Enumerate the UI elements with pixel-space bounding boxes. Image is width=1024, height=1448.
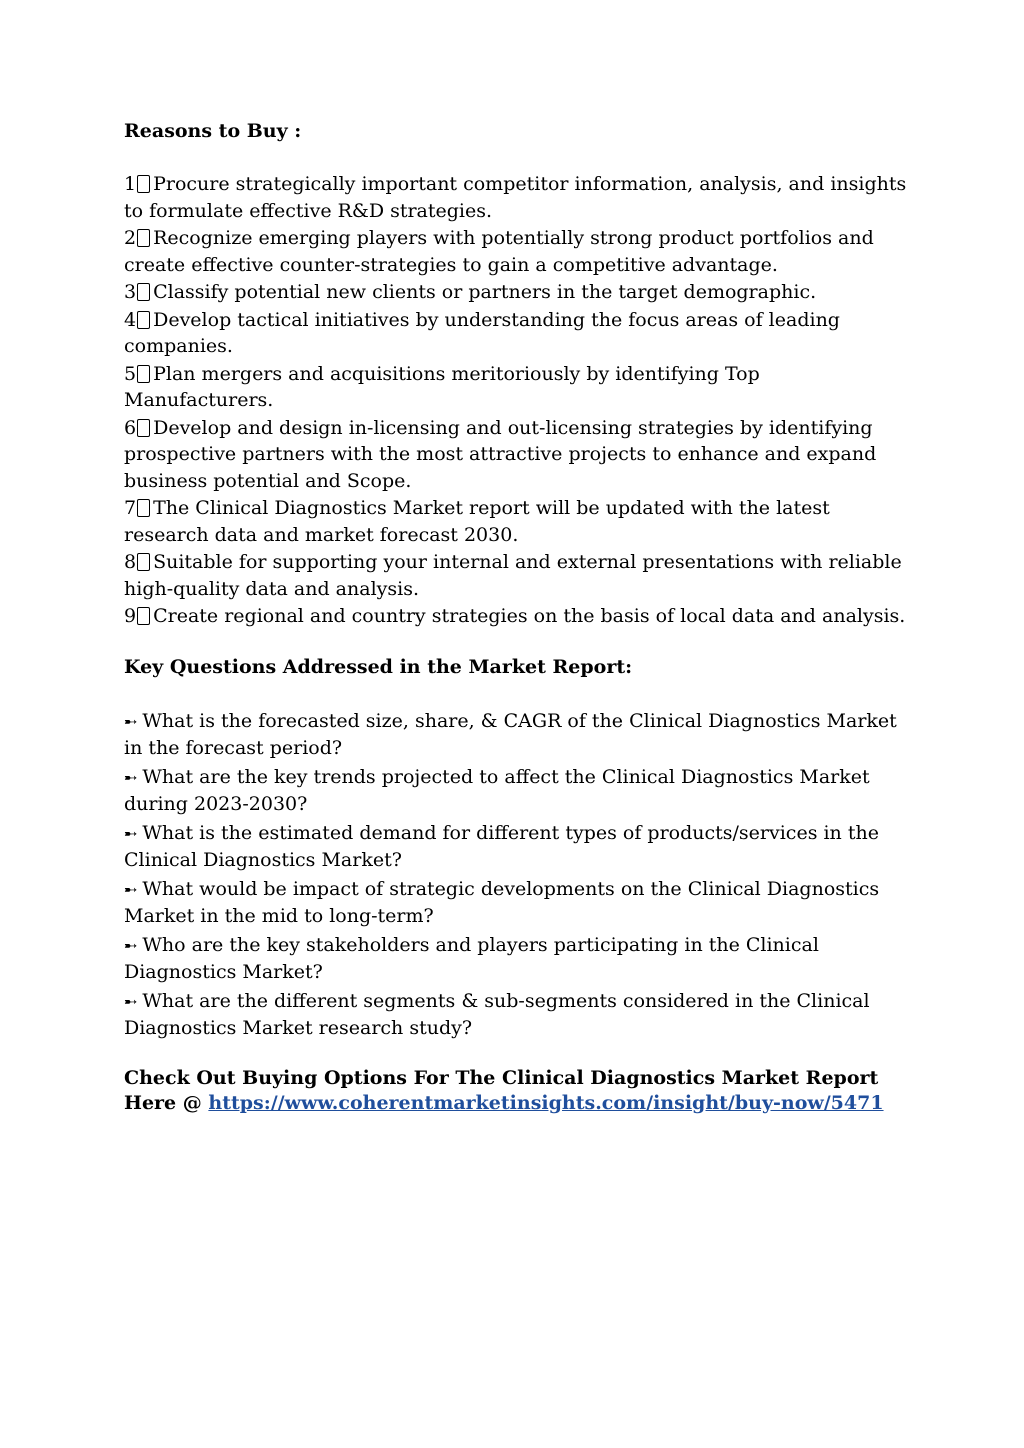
question-text: What would be impact of strategic developments on the Clinical Diagnostics Market in the mid to long-term?	[124, 877, 880, 927]
reason-text: Classify potential new clients or partners in the target demographic.	[153, 281, 817, 303]
reason-number: 7	[124, 497, 137, 519]
document-page	[124, 118, 914, 1135]
question-item	[124, 764, 914, 818]
reason-text: Plan mergers and acquisitions meritoriously by identifying Top Manufacturers.	[124, 362, 760, 411]
reason-item	[124, 495, 914, 548]
reason-item	[124, 361, 914, 414]
question-item	[124, 876, 914, 930]
arrow-bullet-icon: ➸	[124, 823, 138, 843]
question-item	[124, 820, 914, 874]
question-item	[124, 988, 914, 1042]
reason-item	[124, 279, 914, 306]
checkbox-glyph-icon	[137, 553, 150, 571]
question-item	[124, 932, 914, 986]
checkbox-glyph-icon	[137, 419, 150, 437]
question-item	[124, 708, 914, 762]
reason-item	[124, 307, 914, 360]
question-text: Who are the key stakeholders and players participating in the Clinical Diagnostics Market?	[124, 933, 819, 983]
cta-text: Check Out Buying Options For The Clinical Diagnostics Market Report Here @	[124, 1066, 879, 1114]
arrow-bullet-icon: ➸	[124, 991, 138, 1011]
reason-number: 8	[124, 551, 137, 573]
reason-number: 3	[124, 281, 137, 303]
reason-text: Recognize emerging players with potentially strong product portfolios and create effective counter-strategies to gain a competitive advantage.	[124, 227, 874, 276]
checkbox-glyph-icon	[137, 607, 150, 625]
arrow-bullet-icon: ➸	[124, 879, 138, 899]
checkbox-glyph-icon	[137, 175, 150, 193]
question-text: What are the different segments & sub-segments considered in the Clinical Diagnostics Market research study?	[124, 989, 870, 1039]
question-text: What is the forecasted size, share, & CAGR of the Clinical Diagnostics Market in the forecast period?	[124, 709, 897, 759]
arrow-bullet-icon: ➸	[124, 711, 138, 731]
reason-item	[124, 603, 914, 630]
buy-now-link[interactable]: https://www.coherentmarketinsights.com/insight/buy-now/5471	[208, 1091, 884, 1114]
checkbox-glyph-icon	[137, 499, 150, 517]
reason-text: Suitable for supporting your internal and external presentations with reliable high-quality data and analysis.	[124, 551, 902, 600]
reason-text: Develop and design in-licensing and out-licensing strategies by identifying prospective partners with the most attractive projects to enhance and expand business potential and Scope.	[124, 416, 877, 492]
reason-number: 9	[124, 605, 137, 627]
checkbox-glyph-icon	[137, 365, 150, 383]
reason-number: 1	[124, 173, 137, 195]
question-text: What is the estimated demand for different types of products/services in the Clinical Diagnostics Market?	[124, 821, 879, 871]
reason-text: Procure strategically important competitor information, analysis, and insights to formulate effective R&D strategies.	[124, 173, 907, 222]
reasons-list	[124, 171, 914, 630]
reason-text: Develop tactical initiatives by understanding the focus areas of leading companies.	[124, 308, 840, 357]
reason-item	[124, 171, 914, 224]
checkbox-glyph-icon	[137, 283, 150, 301]
checkbox-glyph-icon	[137, 311, 150, 329]
reason-text: The Clinical Diagnostics Market report will be updated with the latest research data and market forecast 2030.	[124, 497, 830, 546]
reason-item	[124, 415, 914, 495]
reason-number: 6	[124, 416, 137, 439]
arrow-bullet-icon: ➸	[124, 767, 138, 787]
reason-number: 4	[124, 308, 137, 331]
questions-heading: Key Questions Addressed in the Market Report:	[124, 655, 633, 678]
reason-item	[124, 549, 914, 602]
reason-item	[124, 225, 914, 278]
questions-list	[124, 708, 914, 1042]
reason-number: 5	[124, 362, 137, 385]
checkbox-glyph-icon	[137, 229, 150, 247]
buying-options-callout	[124, 1066, 914, 1116]
reason-text: Create regional and country strategies on the basis of local data and analysis.	[153, 605, 906, 627]
question-text: What are the key trends projected to affect the Clinical Diagnostics Market during 2023-2030?	[124, 765, 870, 815]
arrow-bullet-icon: ➸	[124, 935, 138, 955]
reasons-heading: Reasons to Buy :	[124, 120, 302, 142]
reason-number: 2	[124, 227, 137, 249]
